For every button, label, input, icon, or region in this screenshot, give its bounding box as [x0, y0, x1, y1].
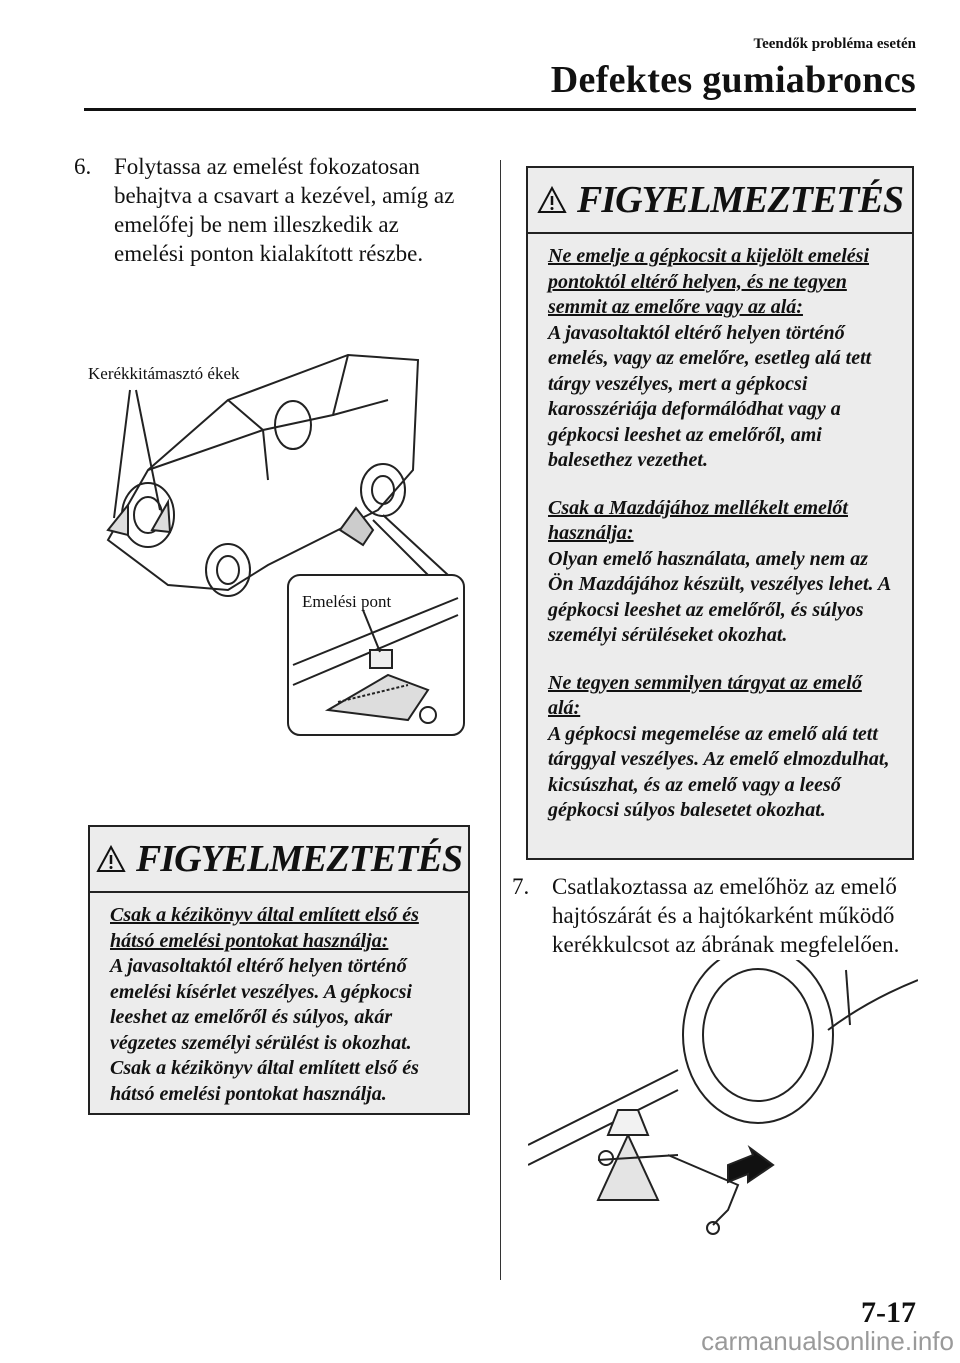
warning-text-2: Olyan emelő használata, amely nem az Ön Mazdájához készült, veszélyes lehet. A gépkocsi leeshet az emelőről, és súlyos személyi sérüléseket okozhat. — [548, 547, 891, 646]
chock-leader-1 — [114, 390, 130, 518]
warning-triangle-icon — [96, 845, 126, 873]
section-title: Teendők probléma esetén — [753, 36, 916, 52]
wheel-rear-right — [275, 401, 311, 449]
page-title: Defektes gumiabroncs — [550, 59, 916, 101]
jack — [340, 508, 373, 545]
column-divider — [500, 160, 501, 1280]
step-7 — [512, 872, 912, 962]
car-jack-illustration — [88, 340, 478, 750]
wheel-rear-left — [361, 464, 405, 516]
warning-box-2 — [526, 166, 914, 860]
step-number: 6. — [74, 154, 92, 179]
warning-box-1 — [88, 825, 470, 1115]
warning-triangle-icon — [537, 186, 567, 214]
jack-handle-illustration — [528, 960, 918, 1260]
chock-1 — [108, 505, 128, 535]
page-number: 7-17 — [861, 1296, 916, 1329]
warning-heading-3: Ne tegyen semmilyen tárgyat az emelő alá: — [548, 671, 862, 719]
label-lift-point: Emelési pont — [302, 592, 392, 611]
warning-text-3: A gépkocsi megemelése az emelő alá tett tárggyal veszélyes. Az emelő elmozdulhat, kicsúszhat, és az emelő vagy a leeső gépkocsi súlyos balesetet okozhat. — [548, 722, 890, 821]
warning-text-1: A javasoltaktól eltérő helyen történő emelés, vagy az emelőre, esetleg alá tett tárgy veszélyes, mert a gépkocsi karosszériája deformálódhat vagy a gépkocsi leeshet az emelőről, ami balesethez vezethet. — [548, 321, 872, 471]
warning-header — [528, 168, 912, 234]
warning-heading-2: Csak a Mazdájához mellékelt emelőt használja: — [548, 496, 848, 544]
step-text: Folytassa az emelést fokozatosan behajtva a csavart a kezével, amíg az emelőfej be nem illeszkedik az emelési ponton kialakított részbe. — [114, 154, 455, 266]
arrow-icon — [728, 1148, 773, 1182]
chock-leader-2 — [136, 390, 160, 510]
warning-heading: Csak a kézikönyv által említett első és hátsó emelési pontokat használja: — [110, 904, 419, 952]
warning-heading-1: Ne emelje a gépkocsit a kijelölt emelési pontoktól eltérő helyen, és ne tegyen semmit az emelőre vagy az alá: — [548, 245, 870, 318]
warning-header — [90, 827, 468, 893]
label-wheel-chocks: Kerékkitámasztó ékek — [88, 364, 240, 383]
step-number: 7. — [512, 874, 530, 899]
warning-title: FIGYELMEZTETÉS — [136, 838, 462, 880]
tire — [683, 960, 833, 1123]
watermark: carmanualsonline.info — [701, 1326, 954, 1356]
step-text: Csatlakoztassa az emelőhöz az emelő hajtószárát és a hajtókarként működő kerékkulcsot az ábrának megfelelően. — [552, 874, 900, 957]
warning-title: FIGYELMEZTETÉS — [577, 179, 903, 221]
wheel-front-right — [206, 544, 250, 596]
header-divider — [84, 108, 916, 111]
car-body — [108, 355, 418, 590]
scissor-jack — [598, 1135, 658, 1200]
warning-text: A javasoltaktól eltérő helyen történő emelési kísérlet veszélyes. A gépkocsi leeshet az emelőről és súlyos, akár végzetes személyi sérülést is okozhat. Csak a kézikönyv által említett első és hátsó emelési pontokat használja. — [110, 955, 419, 1105]
step-6 — [74, 152, 494, 272]
